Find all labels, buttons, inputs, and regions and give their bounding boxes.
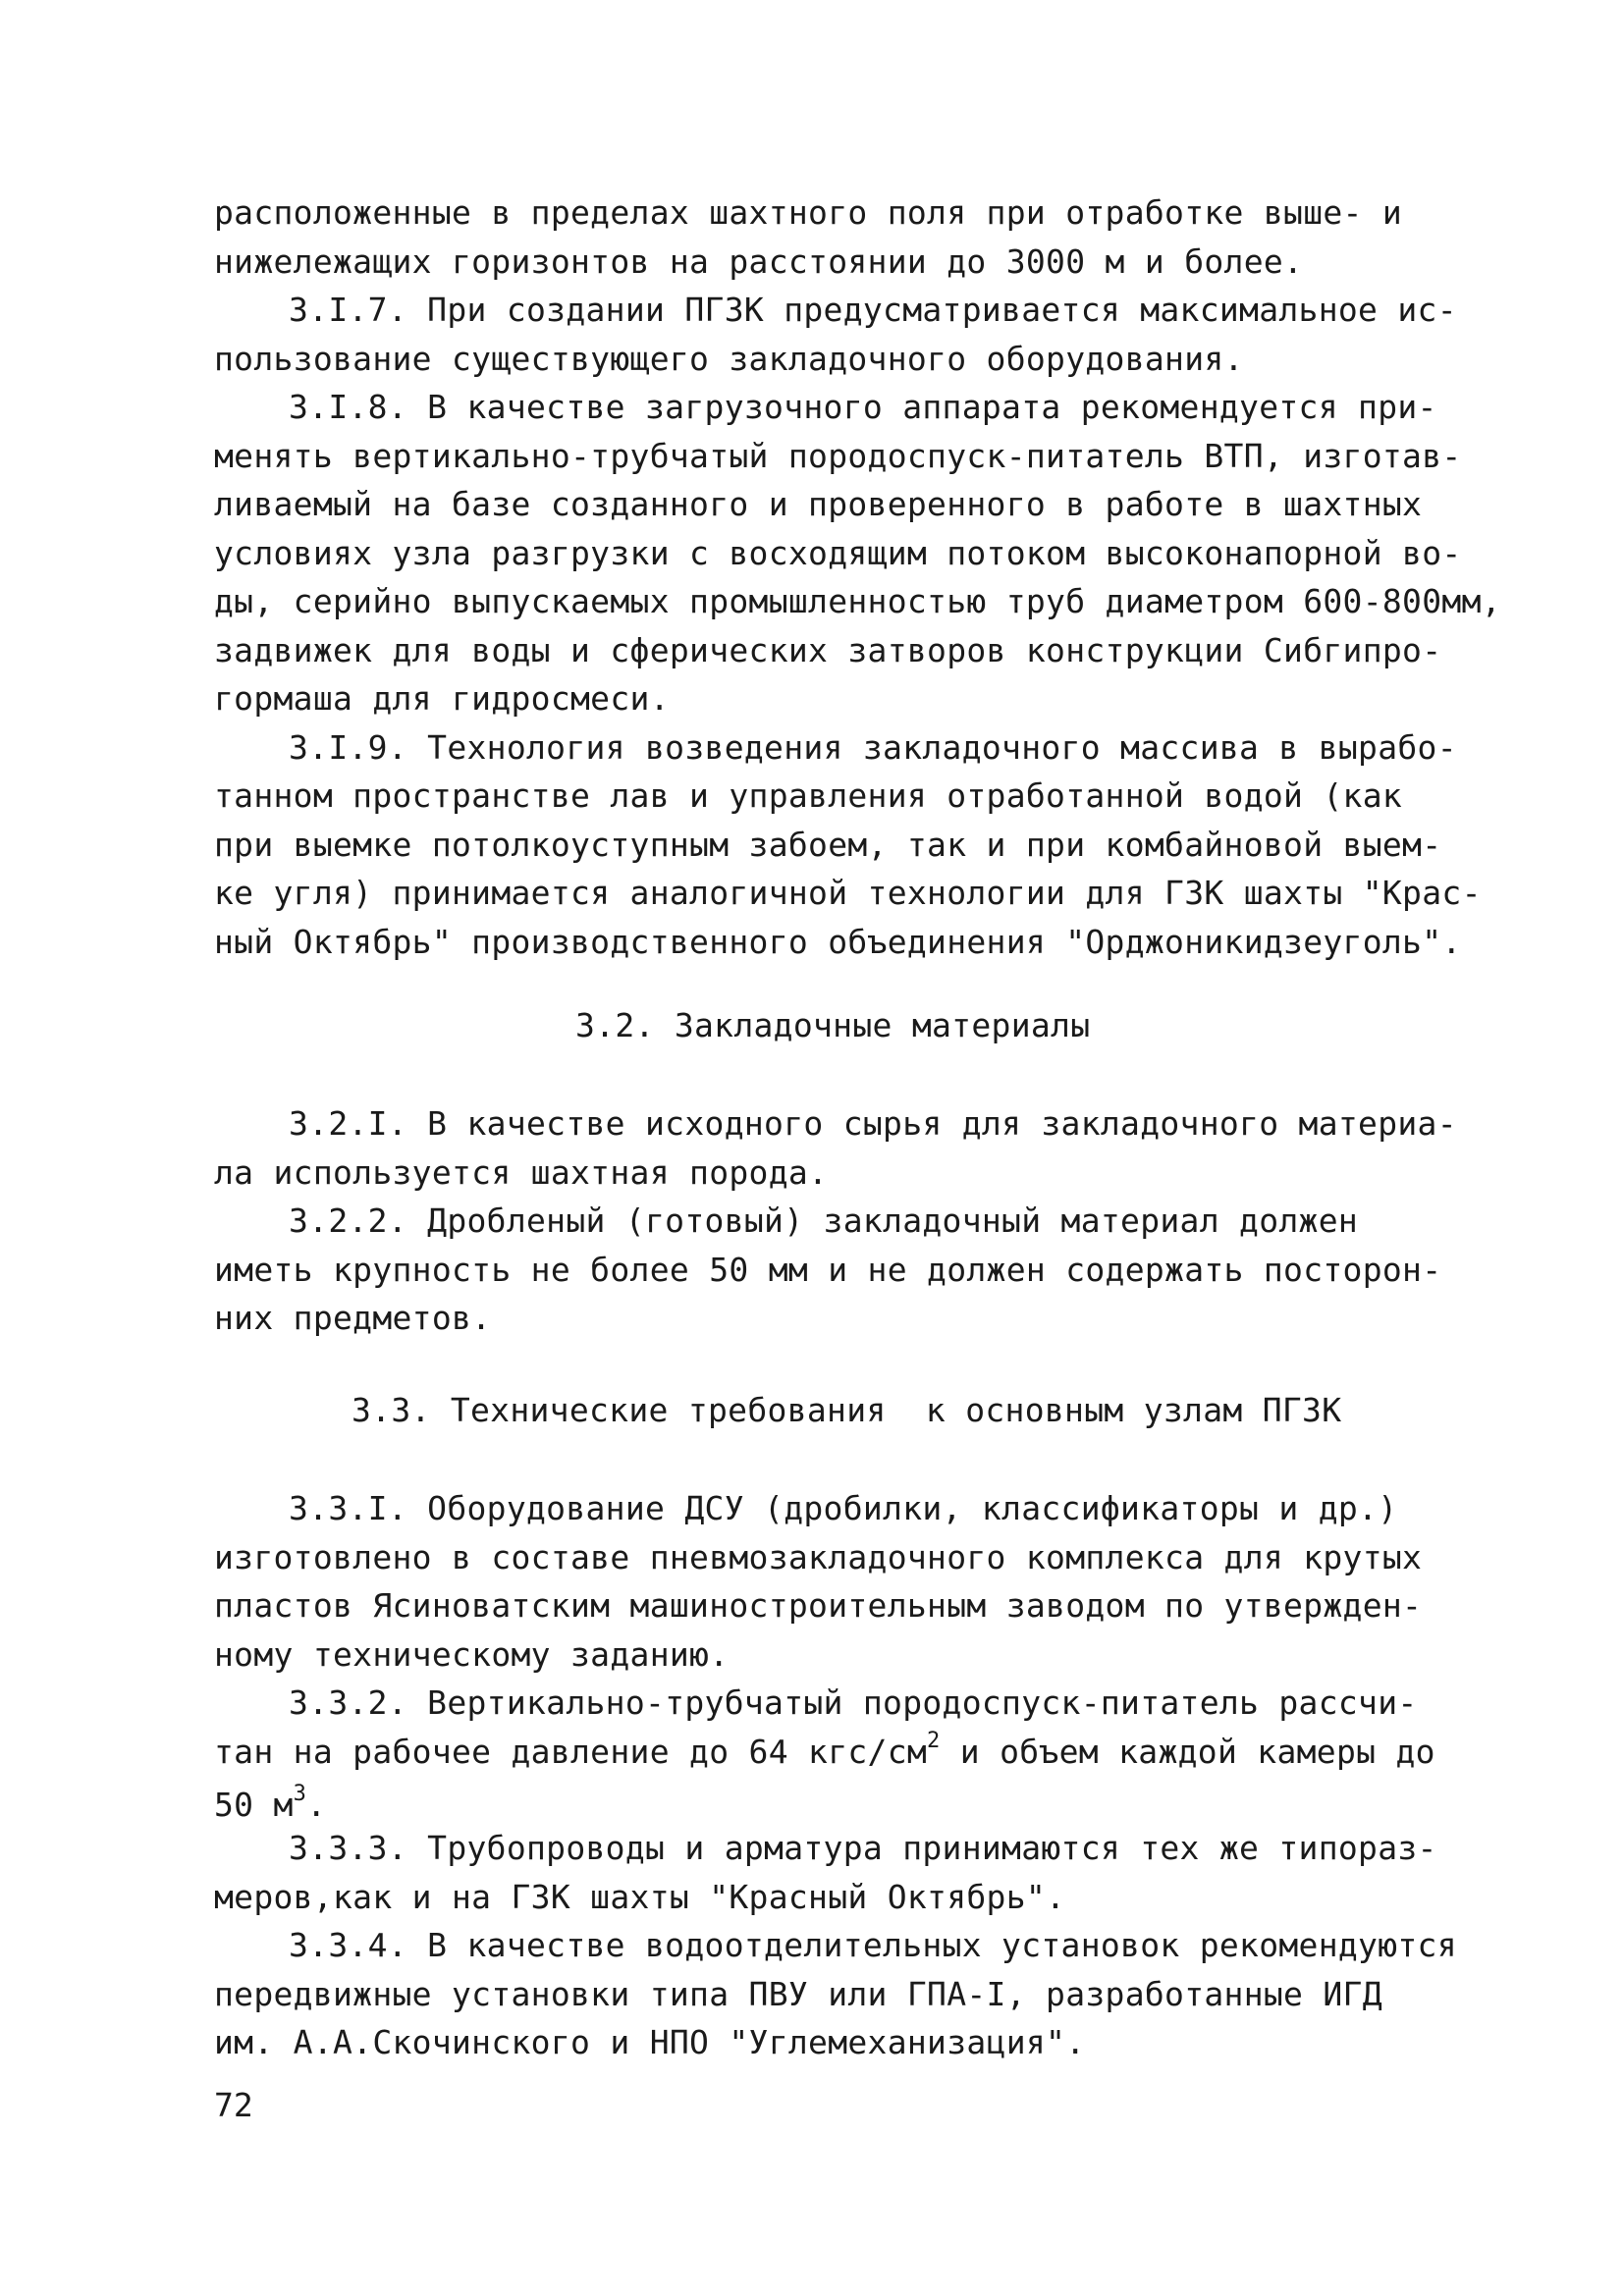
text-line: танном пространстве лав и управления отработанной водой (как — [214, 776, 1403, 815]
text-line: пластов Ясиноватским машиностроительным заводом по утвержден- — [214, 1586, 1423, 1625]
text-line: ному техническому заданию. — [214, 1634, 730, 1674]
text-line: ке угля) принимается аналогичной технологии для ГЗК шахты "Крас- — [214, 874, 1482, 912]
paragraph-3-3-1: 3.3.I. Оборудование ДСУ (дробилки, классификаторы и др.) — [289, 1489, 1398, 1527]
paragraph-3-1-7: 3.I.7. При создании ПГЗК предусматривается максимальное ис- — [289, 291, 1457, 329]
pressure-text: тан на рабочее давление до 64 кгс/см — [214, 1732, 928, 1771]
text-line: изготовлено в составе пневмозакладочного комплекса для крутых — [214, 1537, 1423, 1576]
text-line: передвижные установки типа ПВУ или ГПА-I, разработанные ИГД — [214, 1974, 1382, 2013]
superscript: 3 — [293, 1782, 307, 1806]
text-line: гормаша для гидросмеси. — [214, 679, 670, 718]
text-line: них предметов. — [214, 1299, 492, 1337]
text-line: ливаемый на базе созданного и проверенного в работе в шахтных — [214, 485, 1423, 523]
paragraph-3-2-1: 3.2.I. В качестве исходного сырья для закладочного материа- — [289, 1104, 1457, 1143]
paragraph-3-3-3: 3.3.3. Трубопроводы и арматура принимаются тех же типораз- — [289, 1829, 1437, 1867]
page-number: 72 — [214, 2086, 253, 2124]
superscript: 2 — [927, 1728, 941, 1753]
text-block-3-3-cont — [214, 1824, 1490, 2067]
paragraph-3-1-8: 3.I.8. В качестве загрузочного аппарата рекомендуется при- — [289, 388, 1437, 426]
text-line: нижележащих горизонтов на расстоянии до 3000 м и более. — [214, 241, 1304, 281]
text-line: им. А.А.Скочинского и НПО "Углемеханизация". — [214, 2023, 1086, 2061]
text-line: ды, серийно выпускаемых промышленностью труб диаметром 600-800мм, — [214, 582, 1501, 620]
text-line: пользование существующего закладочного оборудования. — [214, 339, 1244, 378]
paragraph-3-2-2: 3.2.2. Дробленый (готовый) закладочный материал должен — [289, 1201, 1359, 1240]
text-line: менять вертикально-трубчатый породоспуск-питатель ВТП, изготав- — [214, 436, 1462, 475]
text-line: меров,как и на ГЗК шахты "Красный Октябрь". — [214, 1877, 1066, 1916]
pressure-text-after: и объем каждой камеры до — [940, 1732, 1435, 1771]
section-heading-3-2: 3.2. Закладочные материалы — [575, 1006, 1091, 1044]
text-line: условиях узла разгрузки с восходящим потоком высоконапорной во- — [214, 533, 1462, 572]
paragraph-3-1-9: 3.I.9. Технология возведения закладочного массива в вырабо- — [289, 727, 1457, 767]
section-heading-3-3: 3.3. Технические требования к основным узлам ПГЗК — [352, 1391, 1342, 1429]
volume-text: 50 м — [214, 1786, 294, 1824]
paragraph-3-3-4: 3.3.4. В качестве водоотделительных установок рекомендуются — [289, 1926, 1457, 1964]
text-line: задвижек для воды и сферических затворов конструкции Сибгипро- — [214, 630, 1442, 669]
text-block-3-2 — [214, 1099, 1490, 1343]
text-line: ный Октябрь" производственного объединения "Орджоникидзеуголь". — [214, 922, 1462, 961]
text-line: ла используется шахтная порода. — [214, 1152, 829, 1192]
paragraph-3-3-2: 3.3.2. Вертикально-трубчатый породоспуск-питатель рассчи- — [289, 1683, 1418, 1722]
volume-text-after: . — [306, 1786, 327, 1824]
text-block-3-3 — [214, 1484, 1490, 1835]
pressure-line — [214, 1728, 1490, 1782]
text-line: иметь крупность не более 50 мм и не должен содержать посторон- — [214, 1250, 1442, 1289]
text-line: расположенные в пределах шахтного поля при отработке выше- и — [214, 193, 1403, 232]
text-block-3-1 — [214, 188, 1501, 966]
text-line: при выемке потолкоуступным забоем, так и при комбайновой выем- — [214, 825, 1442, 864]
